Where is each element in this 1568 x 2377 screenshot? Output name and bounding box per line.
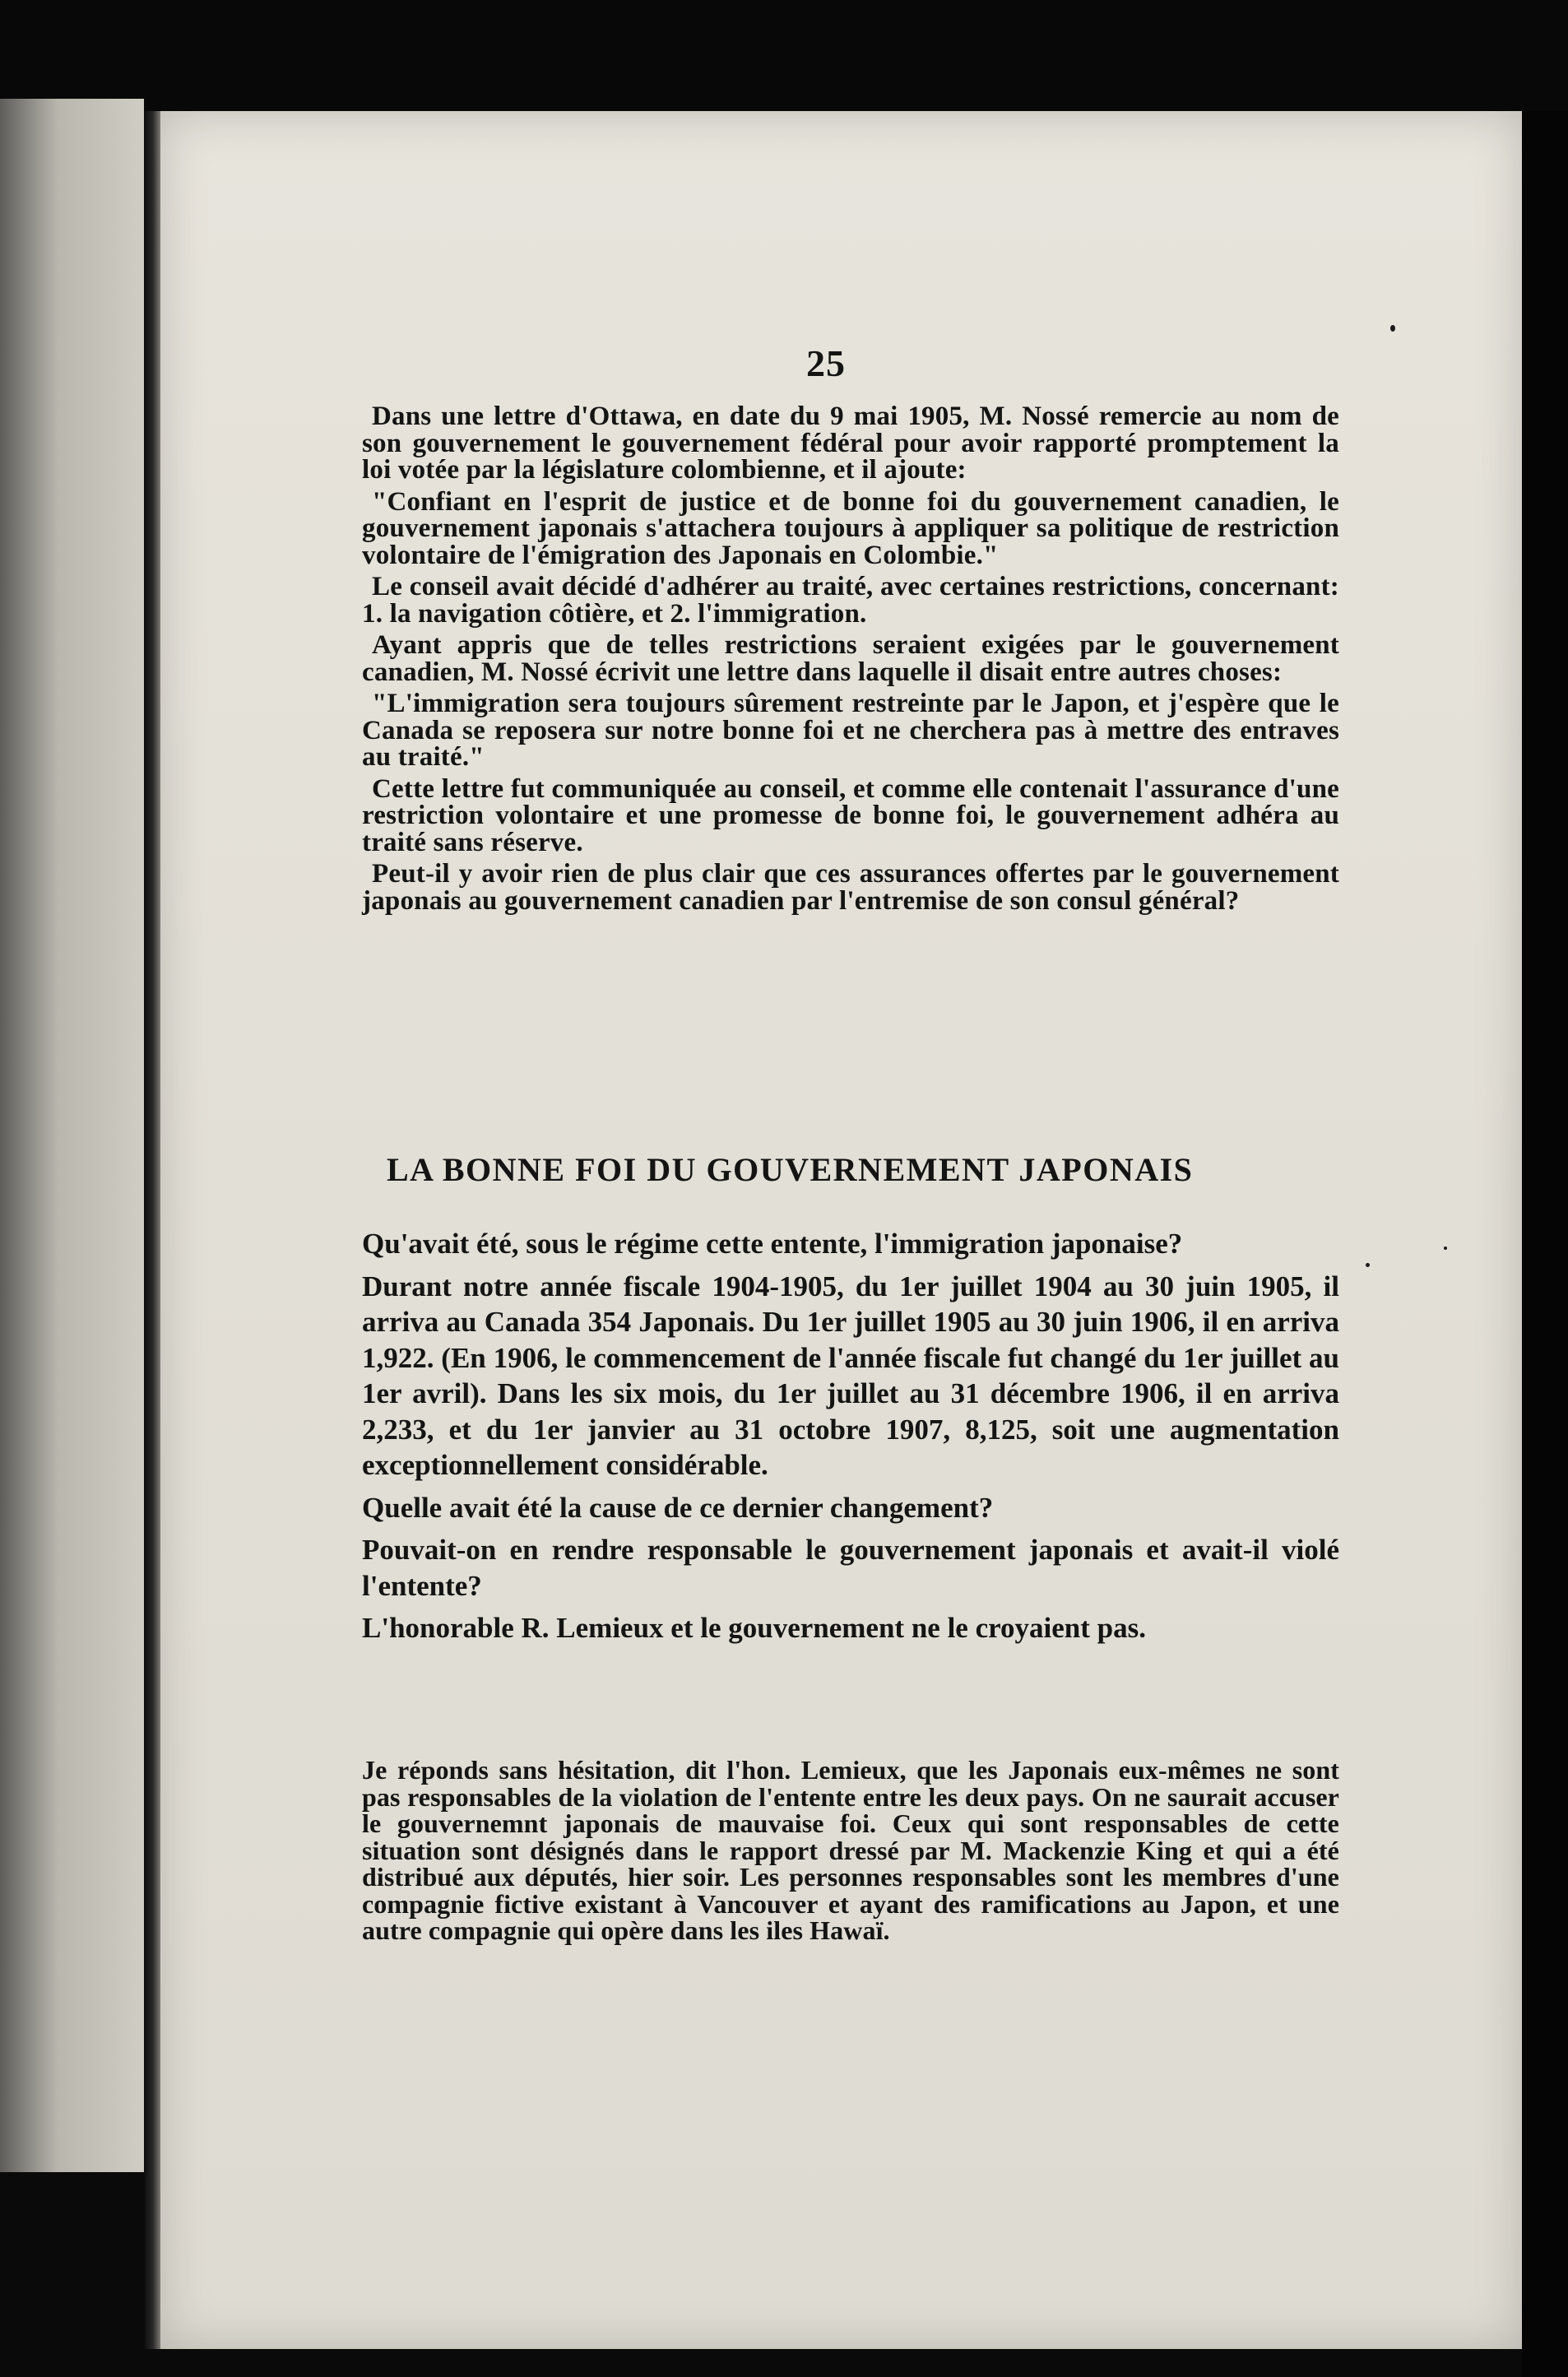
section-heading: LA BONNE FOI DU GOUVERNEMENT JAPONAIS xyxy=(387,1151,1194,1188)
top-text-block xyxy=(362,403,1339,914)
quotation-block xyxy=(362,1757,1339,1944)
paragraph: Le conseil avait décidé d'adhérer au traité, avec certaines restrictions, concernant: 1. la navigation côtière, et 2. l'immigration. xyxy=(362,572,1339,629)
quotation-paragraph: Je réponds sans hésitation, dit l'hon. Lemieux, que les Japonais eux-mêmes ne sont pas responsables de la violation de l'entente entre les deux pays. On ne saurait accuser le gouvernemnt japonais de mauvaise foi. Ceux qui sont responsables de cette situation sont désignés dans le rapport dressé par M. Mackenzie King et qui a été distribué aux députés, hier soir. Les personnes responsables sont les membres d'une compagnie fictive existant à Vancouver et ayant des ramifications au Japon, et une autre compagnie qui opère dans les iles Hawaï. xyxy=(362,1755,1339,1945)
scan-speck xyxy=(1366,1263,1370,1267)
scan-right-border xyxy=(1522,111,1568,2377)
facing-page-edge xyxy=(0,99,144,2172)
paragraph: Quelle avait été la cause de ce dernier changement? xyxy=(362,1491,994,1524)
paragraph: Cette lettre fut communiquée au conseil, et comme elle contenait l'assurance d'une restriction volontaire et une promesse de bonne foi, le gouvernement adhéra au traité sans réserve. xyxy=(362,773,1339,857)
paragraph: Ayant appris que de telles restrictions seraient exigées par le gouvernement canadien, M. Nossé écrivit une lettre dans laquelle il disait entre autres choses: xyxy=(362,630,1339,687)
scan-top-border xyxy=(0,0,1568,111)
scan-speck xyxy=(1390,325,1395,332)
book-gutter xyxy=(144,111,162,2349)
paragraph: L'honorable R. Lemieux et le gouvernement ne le croyaient pas. xyxy=(362,1612,1146,1644)
paragraph: Peut-il y avoir rien de plus clair que ces assurances offertes par le gouvernement japonais au gouvernement canadien par l'entremise de son consul général? xyxy=(362,859,1339,916)
quoted-paragraph: "L'immigration sera toujours sûrement restreinte par le Japon, et j'espère que le Canada se reposera sur notre bonne foi et ne cherchera pas à mettre des entraves au traité." xyxy=(362,689,1339,772)
paragraph: Dans une lettre d'Ottawa, en date du 9 mai 1905, M. Nossé remercie au nom de son gouvernement le gouvernement fédéral pour avoir rapporté promptement la loi votée par la législature colombienne, et il ajoute: xyxy=(362,402,1339,485)
paragraph: Qu'avait été, sous le régime cette entente, l'immigration japonaise? xyxy=(362,1228,1183,1260)
page-number: 25 xyxy=(806,342,846,384)
scan-speck xyxy=(1444,1247,1447,1250)
middle-text-block xyxy=(362,1226,1339,1646)
paragraph: Pouvait-on en rendre responsable le gouvernement japonais et avait-il violé l'entente? xyxy=(362,1534,1339,1602)
quoted-paragraph: "Confiant en l'esprit de justice et de bonne foi du gouvernement canadien, le gouvernement japonais s'attachera toujours à appliquer sa politique de restriction volontaire de l'émigration des Japonais en Colombie." xyxy=(362,486,1339,570)
paragraph: Durant notre année fiscale 1904-1905, du 1er juillet 1904 au 30 juin 1905, il arriva au Canada 354 Japonais. Du 1er juillet 1905 au 30 juin 1906, il en arriva 1,922. (En 1906, le commencement de l'année fiscale fut changé du 1er juillet au 1er avril). Dans les six mois, du 1er juillet au 31 décembre 1906, il en arriva 2,233, et du 1er janvier au 31 octobre 1907, 8,125, soit une augmentation exceptionnellement considérable. xyxy=(362,1270,1339,1481)
